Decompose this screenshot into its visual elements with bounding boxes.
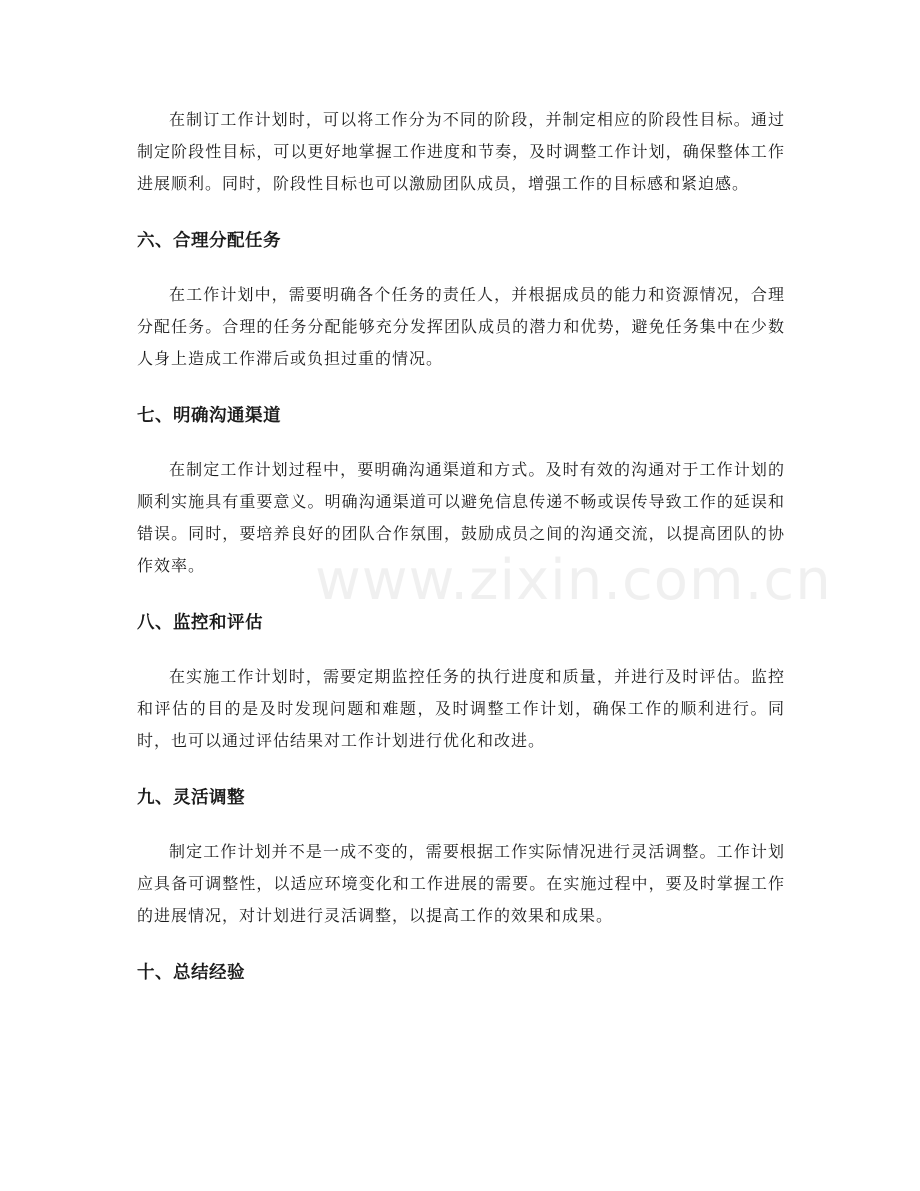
- paragraph-monitoring: 在实施工作计划时，需要定期监控任务的执行进度和质量，并进行及时评估。监控和评估的目的是及时发现问题和难题，及时调整工作计划，确保工作的顺利进行。同时，也可以通过评估结果对工作计划进行优化和改进。: [137, 667, 785, 750]
- paragraph-flexible-adjustment: 制定工作计划并不是一成不变的，需要根据工作实际情况进行灵活调整。工作计划应具备可调整性，以适应环境变化和工作进展的需要。在实施过程中，要及时掌握工作的进展情况，对计划进行灵活调整，以提高工作的效果和成果。: [137, 842, 785, 925]
- watermark-text: www.zixin.com.cn: [315, 548, 832, 613]
- paragraph-stage-goals: 在制订工作计划时，可以将工作分为不同的阶段，并制定相应的阶段性目标。通过制定阶段性目标，可以更好地掌握工作进度和节奏，及时调整工作计划，确保整体工作进展顺利。同时，阶段性目标也可以激励团队成员，增强工作的目标感和紧迫感。: [137, 110, 785, 193]
- paragraph-communication: 在制定工作计划过程中，要明确沟通渠道和方式。及时有效的沟通对于工作计划的顺利实施具有重要意义。明确沟通渠道可以避免信息传递不畅或误传导致工作的延误和错误。同时，要培养良好的团队合作氛围，鼓励成员之间的沟通交流，以提高团队的协作效率。: [137, 460, 785, 575]
- section-heading-9: 九、灵活调整: [137, 788, 245, 808]
- section-heading-6: 六、合理分配任务: [137, 231, 281, 251]
- paragraph-task-allocation: 在工作计划中，需要明确各个任务的责任人，并根据成员的能力和资源情况，合理分配任务。合理的任务分配能够充分发挥团队成员的潜力和优势，避免任务集中在少数人身上造成工作滞后或负担过重的情况。: [137, 285, 785, 368]
- document-body: [137, 104, 785, 989]
- section-heading-10: 十、总结经验: [137, 963, 245, 983]
- section-heading-8: 八、监控和评估: [137, 613, 263, 633]
- section-heading-7: 七、明确沟通渠道: [137, 406, 281, 426]
